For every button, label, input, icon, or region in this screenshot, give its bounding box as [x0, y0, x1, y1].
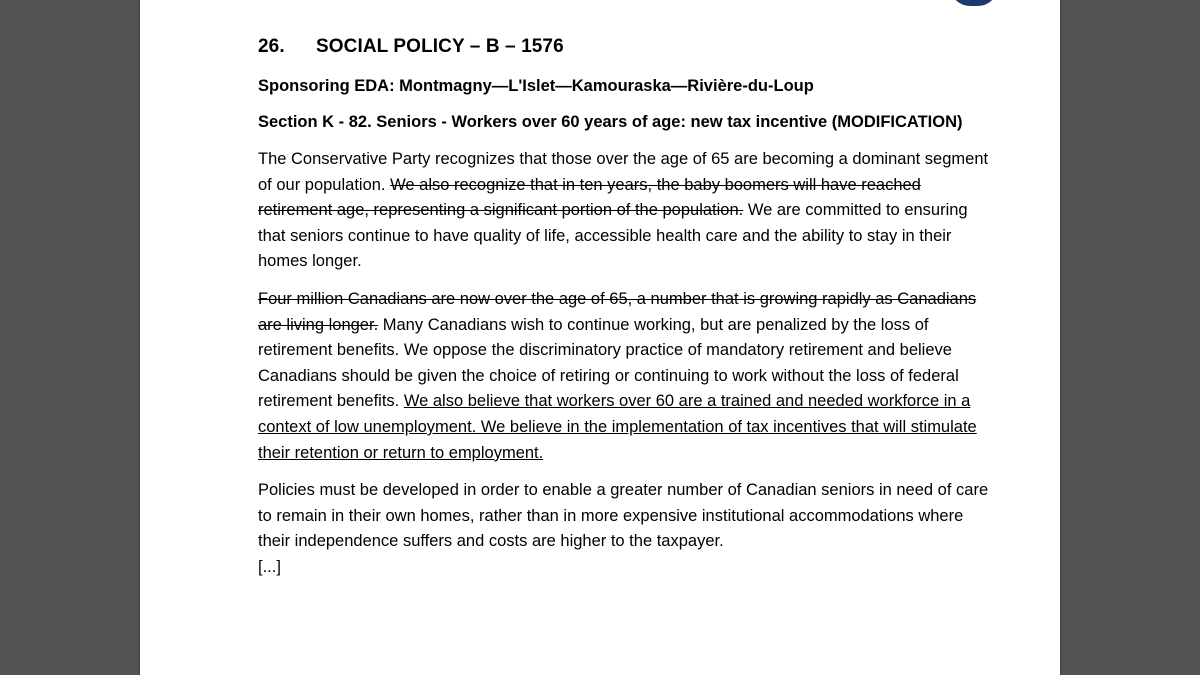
paragraph-1-deleted-text: We also recognize that in ten years, the baby boomers will have reached retirement age, representing a significant portion of the population. [258, 175, 921, 220]
heading-title: SOCIAL POLICY – B – 1576 [316, 36, 564, 57]
heading-number: 26. [258, 36, 285, 57]
document-page [140, 0, 1060, 675]
ellipsis-text: [...] [258, 557, 281, 576]
sponsoring-eda: Sponsoring EDA: Montmagny—L'Islet—Kamouraska—Rivière-du-Loup [258, 77, 814, 95]
paragraph-1 [258, 147, 998, 275]
paragraph-3: Policies must be developed in order to enable a greater number of Canadian seniors in need of care to remain in their own homes, rather than in more expensive institutional accommodations where their independence suffers and costs are higher to the taxpayer. [258, 481, 989, 551]
section-title: Section K - 82. Seniors - Workers over 60 years of age: new tax incentive (MODIFICATION) [258, 113, 963, 131]
paragraph-2-text: Many Canadians wish to continue working, but are penalized by the loss of retirement benefits. We oppose the discriminatory practice of mandatory retirement and believe Canadians should be given the choice of retiring or continuing to work without the loss of federal retirement benefits. [258, 315, 959, 411]
section-heading [258, 36, 998, 58]
paragraph-1-text-b: We are committed to ensuring that seniors continue to have quality of life, accessible health care and the ability to stay in their homes longer. [258, 201, 968, 271]
paragraph-2-inserted-text: We also believe that workers over 60 are a trained and needed workforce in a context of low unemployment. We believe in the implementation of tax incentives that will stimulate their retention or return to employment. [258, 392, 977, 462]
page-content [258, 36, 998, 580]
paragraph-2 [258, 287, 998, 466]
paragraph-1-text-a: The Conservative Party recognizes that those over the age of 65 are becoming a dominant segment of our population. [258, 150, 989, 194]
paragraph-2-deleted-text: Four million Canadians are now over the age of 65, a number that is growing rapidly as Canadians are living longer. [258, 289, 977, 334]
logo-emblem [950, 0, 998, 6]
